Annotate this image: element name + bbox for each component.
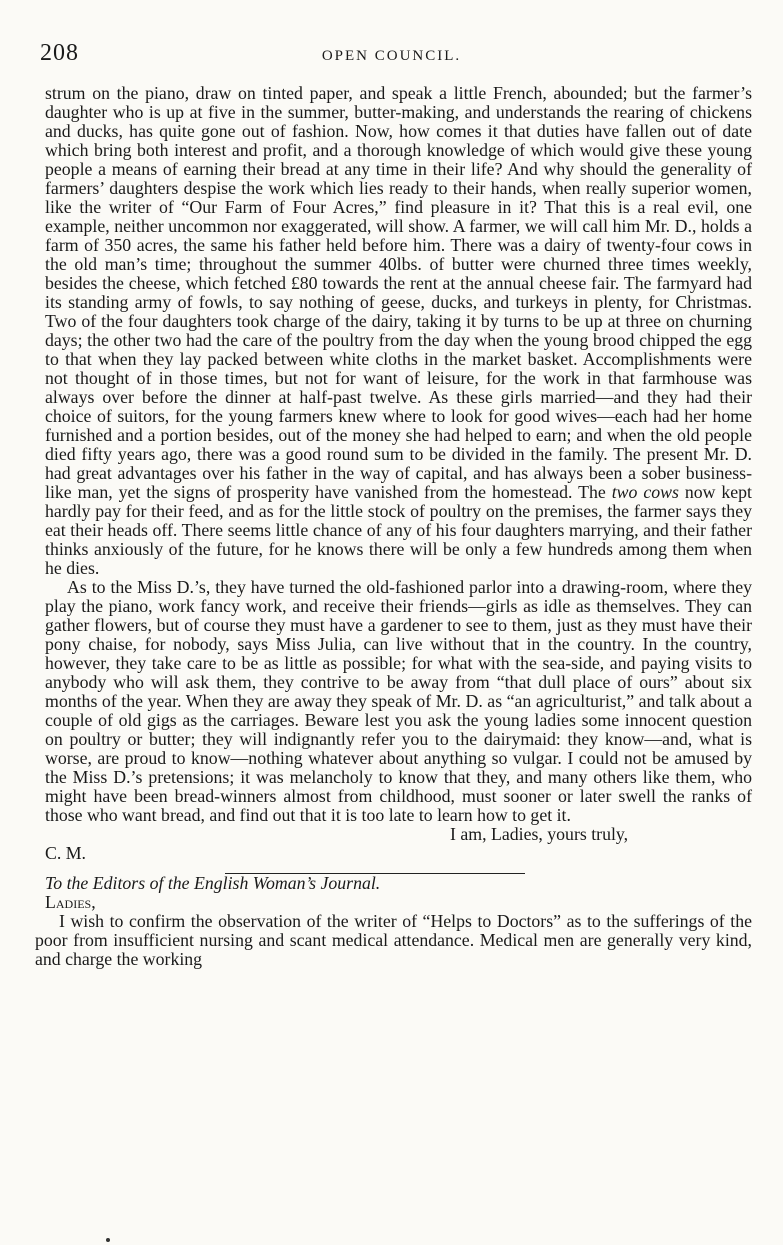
letter-two-heading: To the Editors of the English Woman’s Journal.	[45, 873, 381, 893]
page-header	[40, 40, 743, 76]
letter-one-paragraph-1	[45, 84, 752, 578]
paragraph-text: now kept hardly pay for their feed, and as for the little stock of poultry on the premises, the farmer says they eat their heads off. There seems little chance of any of his four daughters marrying, and their father thinks anxiously of the future, for he knows there will be only a few hundreds among them when he dies.	[45, 482, 752, 578]
running-title: OPEN COUNCIL.	[321, 48, 462, 64]
print-speck	[106, 1238, 110, 1242]
paragraph-text: The	[578, 482, 606, 502]
article-body	[35, 83, 752, 969]
page-number: 208	[40, 40, 79, 66]
salutation: Ladies,	[45, 892, 96, 912]
paragraph-text: strum on the piano, draw on tinted paper, and speak a little French, abounded; but the farmer’s daughter who is up at five in the summer, butter-making, and understands the rearing of chickens and ducks, has quite gone out of fashion. Now, how comes it that duties have fallen out of date which bring both interest and profit, and a thorough knowledge of which would give these young people a means of earning their bread at any time in their life? And why should the generality of farmers’ daughters despise the work which lies ready to their hands, when really superior women, like the writer of “Our Farm of Four Acres,” find pleasure in it? That this is a real evil, one example, neither uncommon nor exaggerated, will show. A farmer, we will call him Mr. D., holds a farm of 350 acres, the same his father held before him. There was a dairy of twenty-four cows in the old man’s time; throughout the summer 40lbs. of butter were churned three times weekly, besides the cheese, which fetched £80 towards the rent at the annual cheese fair. The farmyard had its standing army of fowls, to say nothing of geese, ducks, and turkeys in plenty, for Christmas. Two of the four daughters took charge of the dairy, taking it by turns to be up at three on churning days; the other two had the care of the poultry from the day when the young brood chipped the egg to that when they lay packed between white cloths in the market basket. Accomplishments were not thought of in those times, but not for want of leisure, for the work in that farmhouse was always over before the dinner at half-past twelve. As these girls married—and they had their choice of suitors, for the young farmers knew where to look for good wives—each had her home furnished and a portion besides, out of the money she had helped to earn; and when the old people died fifty years ago, there was a good round sum to be divided in the family. The present Mr. D. had great advantages over his father in the way of capital, and has always been a sober business-like man, yet the signs of prosperity have vanished from the homestead.	[45, 83, 752, 502]
letter-two-paragraph-1: I wish to confirm the observation of the writer of “Helps to Doctors” as to the sufferings of the poor from insufficient nursing and scant medical attendance. Medical men are generally very kind, and charge the working	[35, 911, 752, 969]
signoff: I am, Ladies, yours truly,	[450, 824, 629, 844]
italic-emphasis: two cows	[611, 482, 679, 502]
letter-one-paragraph-2: As to the Miss D.’s, they have turned the old-fashioned parlor into a drawing-room, where they play the piano, work fancy work, and receive their friends—girls as idle as themselves. They can gather flowers, but of course they must have a gardener to see to them, just as they must have their pony chaise, for nobody, says Miss Julia, can live without that in the country. In the country, however, they take care to be as little as possible; for what with the sea-side, and paying visits to anybody who will ask them, they contrive to be away from “that dull place of ours” about six months of the year. When they are away they speak of Mr. D. as “an agriculturist,” and talk about a couple of old gigs as the carriages. Beware lest you ask the young ladies some innocent question on poultry or butter; they will indignantly refer you to the dairymaid: they know—and, what is worse, are proud to know—nothing whatever about anything so vulgar. I could not be amused by the Miss D.’s pretensions; it was melancholy to know that they, and many others like them, who might have been bread-winners almost from childhood, must sooner or later swell the ranks of those who want bread, and find out that it is too late to learn how to get it.	[45, 577, 752, 825]
author-initials: C. M.	[45, 843, 87, 863]
letter-two-body	[35, 912, 752, 969]
